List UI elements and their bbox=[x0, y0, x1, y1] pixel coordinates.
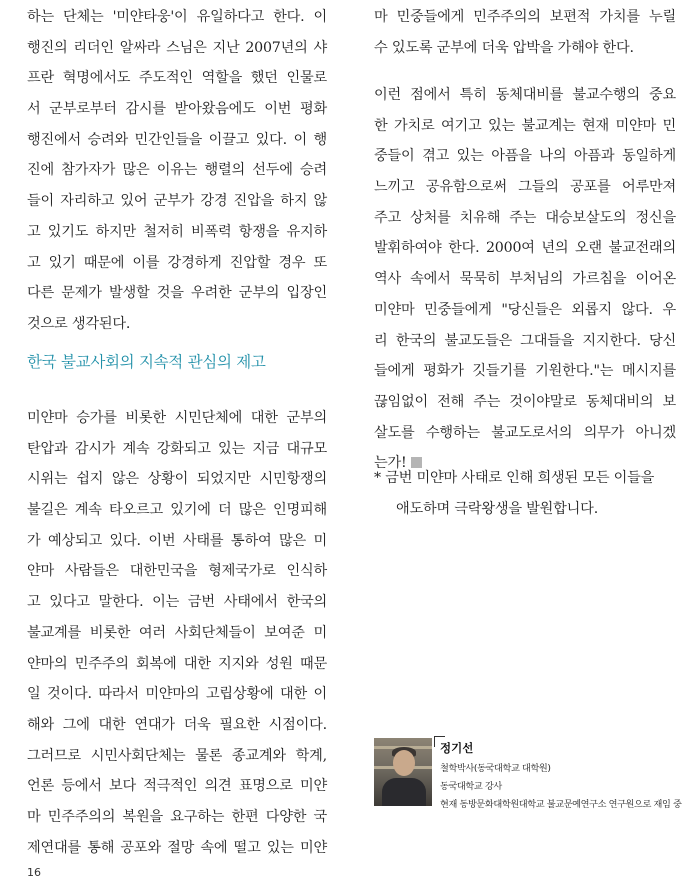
text-line: 고 있기 때문에 이를 강경하게 진압할 경우 또 bbox=[27, 254, 327, 271]
text-line: 한 가치로 여기고 있는 불교계는 현재 미얀마 민 bbox=[374, 117, 676, 134]
text-line: 언론 등에서 보다 적극적인 의견 표명으로 미얀 bbox=[27, 778, 327, 795]
page-number: 16 bbox=[27, 866, 41, 879]
text-line: 다른 문제가 발생할 것을 우려한 군부의 입장인 bbox=[27, 285, 327, 302]
text-line: 불길은 계속 타오르고 있기에 더 많은 인명피해 bbox=[27, 502, 327, 519]
text-line: 들에게 평화가 깃들기를 기원한다."는 메시지를 bbox=[374, 363, 676, 380]
text-line: 행진에서 승려와 민간인들을 이끌고 있다. 이 행 bbox=[27, 131, 327, 148]
author-name: 정기선 bbox=[440, 741, 474, 755]
text-line: 얀마 사람들은 대한민국을 형제국가로 인식하 bbox=[27, 563, 327, 580]
text-line: 행진의 리더인 알싸라 스님은 지난 2007년의 샤 bbox=[27, 39, 327, 56]
text-line: 고 있기도 하지만 철저히 비폭력 항쟁을 유지하 bbox=[27, 223, 327, 240]
text-line: 끊임없이 전해 주는 것이야말로 동체대비의 보 bbox=[374, 393, 676, 410]
text-line: 마 민주주의의 복원을 요구하는 한편 다양한 국 bbox=[27, 808, 327, 825]
text-line: 시위는 쉽지 않은 상황이 되었지만 시민항쟁의 bbox=[27, 471, 327, 488]
text-line: 느끼고 공유함으로써 그들의 공포를 어루만져 bbox=[374, 179, 676, 196]
text-line: 들이 자리하고 있어 군부가 강경 진압을 하지 않 bbox=[27, 193, 327, 210]
text-line: 가 예상되고 있다. 이번 사태를 통하여 많은 미 bbox=[27, 532, 327, 549]
text-line: 주고 상처를 치유해 주는 대승보살도의 정신을 bbox=[374, 209, 676, 226]
text-line: 수 있도록 군부에 더욱 압박을 가해야 한다. bbox=[374, 39, 634, 56]
text-line: 미얀마 민중들에게 "당신들은 외롭지 않다. 우 bbox=[374, 301, 676, 318]
closing-text: 는가! bbox=[374, 455, 407, 472]
right-paragraph-2 bbox=[374, 80, 676, 479]
note-line: * 금번 미얀마 사태로 인해 희생된 모든 이들을 bbox=[374, 470, 655, 486]
author-photo bbox=[374, 738, 432, 806]
text-line: 서 군부로부터 감시를 받아왔음에도 이번 평화 bbox=[27, 101, 327, 118]
text-line: 진에 참가자가 많은 이유는 행렬의 선두에 승려 bbox=[27, 162, 327, 179]
section-heading: 한국 불교사회의 지속적 관심의 제고 bbox=[27, 353, 266, 371]
left-paragraph-2 bbox=[27, 403, 327, 863]
text-line: 제연대를 통해 공포와 절망 속에 떨고 있는 미얀 bbox=[27, 839, 327, 856]
right-paragraph-1 bbox=[374, 2, 676, 63]
author-credential: 동국대학교 강사 bbox=[440, 781, 502, 792]
text-line: 일 것이다. 따라서 미얀마의 고립상황에 대한 이 bbox=[27, 686, 327, 703]
author-profile bbox=[374, 736, 684, 808]
memorial-note bbox=[374, 463, 676, 524]
text-line: 중들이 겪고 있는 아픔을 나의 아픔과 동일하게 bbox=[374, 148, 676, 165]
text-line: 프란 혁명에서도 주도적인 역할을 했던 인물로 bbox=[27, 70, 327, 87]
left-paragraph-1 bbox=[27, 2, 327, 340]
text-line: 고 있다고 말한다. 이는 금번 사태에서 한국의 bbox=[27, 594, 327, 611]
note-line: 애도하며 극락왕생을 발원합니다. bbox=[396, 500, 599, 517]
text-line: 이런 점에서 특히 동체대비를 불교수행의 중요 bbox=[374, 87, 676, 103]
text-line: 탄압과 감시가 계속 강화되고 있는 지금 대규모 bbox=[27, 440, 327, 457]
text-line: 불교계를 비롯한 여러 사회단체들이 보여준 미 bbox=[27, 624, 327, 641]
text-line: 발휘하여야 한다. 2000여 년의 오랜 불교전래의 bbox=[374, 240, 676, 257]
right-column bbox=[374, 0, 676, 472]
author-credential: 철학박사(동국대학교 대학원) bbox=[440, 763, 551, 774]
text-line: 미얀마 승가를 비롯한 시민단체에 대한 군부의 bbox=[27, 410, 327, 426]
text-line: 살도를 수행하는 불교도로서의 의무가 아니겠 bbox=[374, 424, 676, 441]
text-line: 것으로 생각된다. bbox=[27, 315, 131, 332]
text-line: 마 민중들에게 민주주의의 보편적 가치를 누릴 bbox=[374, 9, 676, 25]
text-line: 그러므로 시민사회단체는 물론 종교계와 학계, bbox=[27, 747, 327, 764]
text-line: 하는 단체는 '미얀타웅'이 유일하다고 한다. 이 bbox=[27, 9, 327, 25]
text-line: 역사 속에서 묵묵히 부처님의 가르침을 이어온 bbox=[374, 271, 676, 288]
text-line: 해와 그에 대한 연대가 더욱 필요한 시점이다. bbox=[27, 716, 327, 733]
author-credential: 현재 동방문화대학원대학교 불교문예연구소 연구원으로 재임 중 bbox=[440, 799, 682, 810]
text-line: 리 한국의 불교도들은 그대들을 지지한다. 당신 bbox=[374, 332, 676, 349]
text-line: 얀마의 민주주의 회복에 대한 지지와 성원 때문 bbox=[27, 655, 327, 672]
